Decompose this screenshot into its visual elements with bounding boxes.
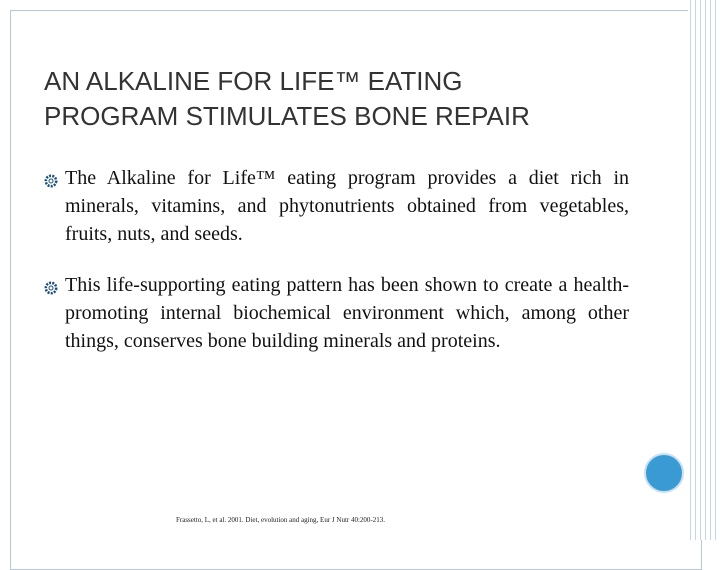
gear-icon [44,281,58,295]
decorative-stripes [688,0,720,540]
slide-title [44,64,644,134]
slide-title-line-2: PROGRAM STIMULATES BONE REPAIR [44,101,530,131]
bullet-text: The Alkaline for Life™ eating program provides a diet rich in minerals, vitamins, and phytonutrients obtained from vegetables, fruits, nuts, and seeds. [65,167,629,245]
slide-title-line-1: AN ALKALINE FOR LIFE™ EATING [44,66,463,96]
bullet-item [44,271,632,355]
bullet-text: This life‐supporting eating pattern has been shown to create a health‐promoting internal biochemical environment which, among other things, conserves bone building minerals and proteins. [65,274,629,352]
citation: Frassetto, L, et al. 2001. Diet, evolution and aging, Eur J Nutr 40:200-213. [176,516,385,524]
gear-icon [44,174,58,188]
bullet-item [44,164,632,248]
bullet-list [44,164,632,378]
decorative-circle [644,453,684,493]
